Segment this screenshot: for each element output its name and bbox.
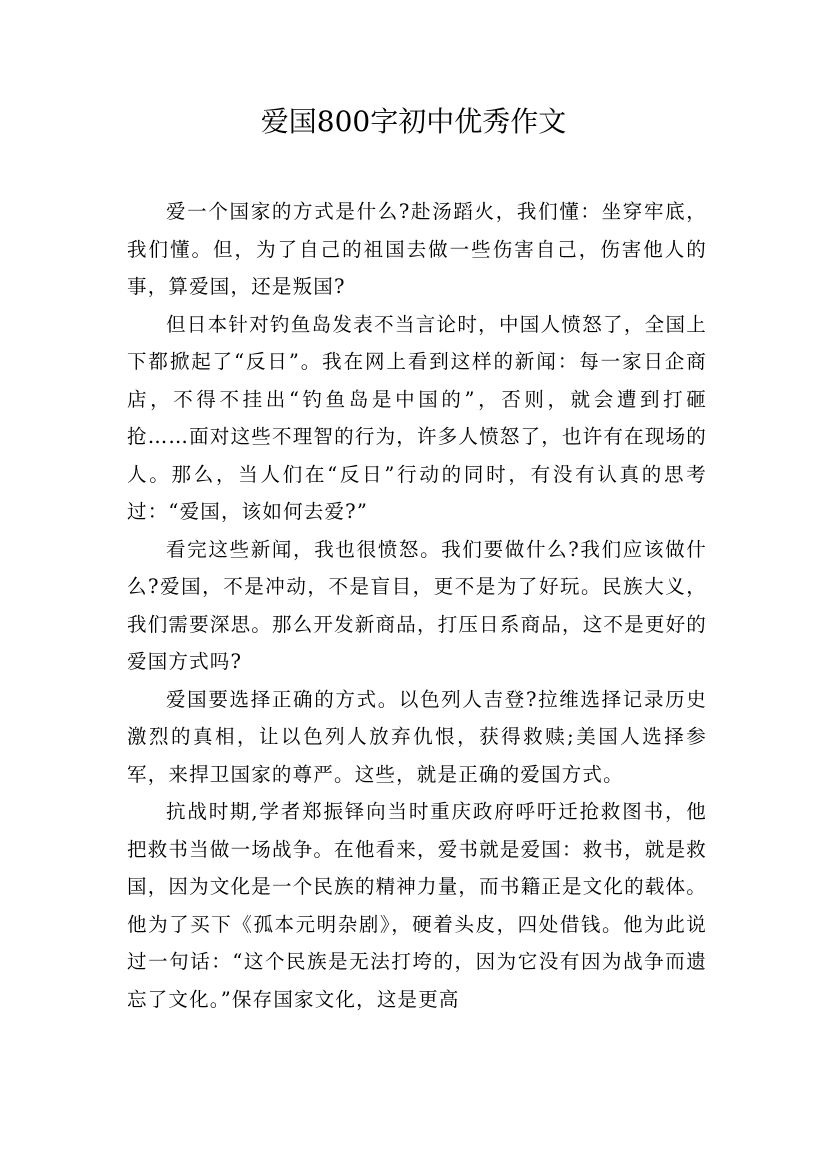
paragraph: 爱一个国家的方式是什么?赴汤蹈火，我们懂：坐穿牢底，我们懂。但，为了自己的祖国去做一些伤害自己，伤害他人的事，算爱国，还是叛国? [127,200,707,298]
paragraph: 但日本针对钓鱼岛发表不当言论时，中国人愤怒了，全国上下都掀起了“反日”。我在网上看到这样的新闻：每一家日企商店，不得不挂出“钓鱼岛是中国的”，否则，就会遭到打砸抢……面对这些不理智的行为，许多人愤怒了，也许有在现场的人。那么，当人们在“反日”行动的同时，有没有认真的思考过：“爱国，该如何去爱?” [127,312,707,523]
paragraph: 看完这些新闻，我也很愤怒。我们要做什么?我们应该做什么?爱国，不是冲动，不是盲目，更不是为了好玩。民族大义，我们需要深思。那么开发新商品，打压日系商品，这不是更好的爱国方式吗? [127,537,707,673]
document-body [127,193,707,1018]
paragraph: 爱国要选择正确的方式。以色列人吉登?拉维选择记录历史激烈的真相，让以色列人放弃仇恨，获得救赎;美国人选择参军，来捍卫国家的尊严。这些，就是正确的爱国方式。 [127,687,707,786]
document-title: 爱国800字初中优秀作文 [260,105,567,138]
paragraph: 抗战时期,学者郑振铎向当时重庆政府呼吁迁抢救图书，他把救书当做一场战争。在他看来，爱书就是爱国：救书，就是救国，因为文化是一个民族的精神力量，而书籍正是文化的载体。他为了买下《孤本元明杂剧》，硬着头皮，四处借钱。他为此说过一句话：“这个民族是无法打垮的，因为它没有因为战争而遗忘了文化。”保存国家文化，这是更高 [127,800,707,1011]
